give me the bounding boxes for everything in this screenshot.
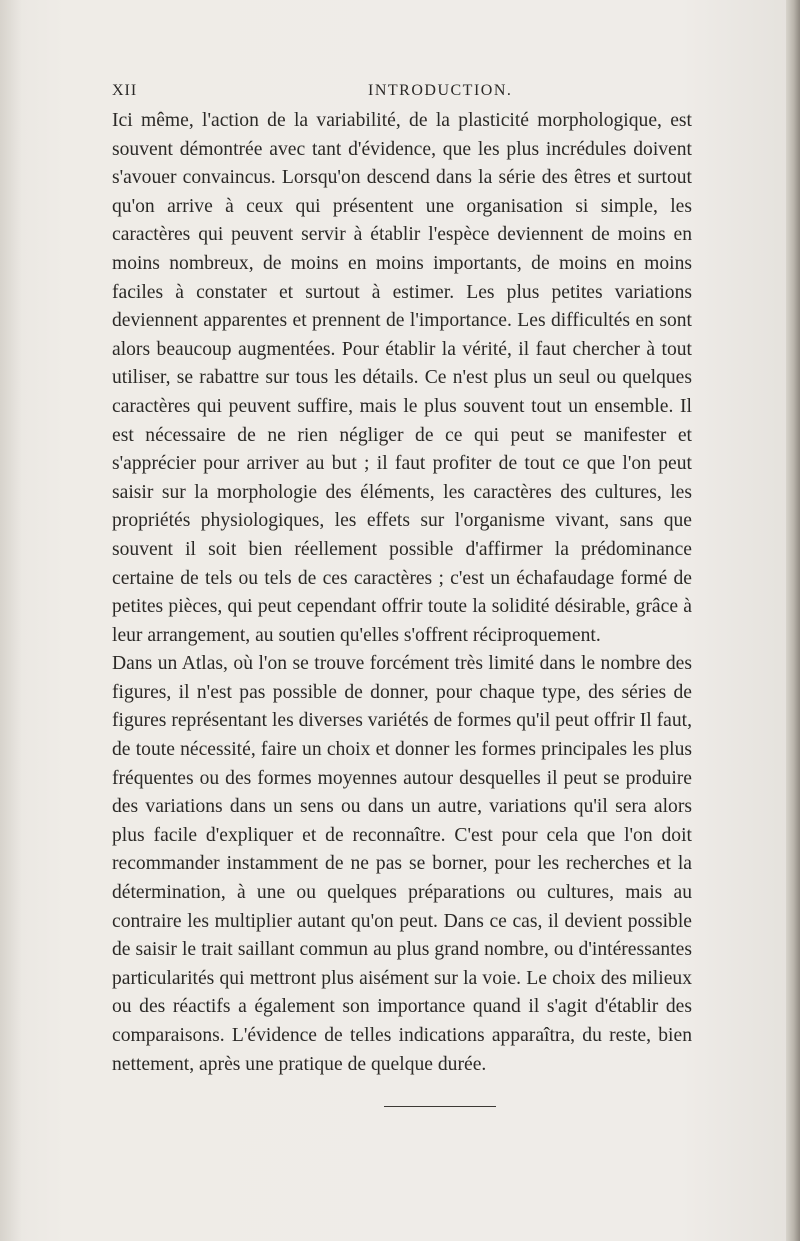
running-title: INTRODUCTION. [368,82,513,99]
running-header [112,82,692,104]
end-rule [384,1106,496,1107]
body-text [112,107,692,1079]
paragraph-1: Ici même, l'action de la variabilité, de la plasticité morphologique, est souvent démontrée avec tant d'évidence, que les plus incrédules doivent s'avouer convaincus. Lorsqu'on descend dans la série des êtres et surtout qu'on arrive à ceux qui présentent une organisation si simple, les caractères qui peuvent servir à établir l'espèce deviennent de moins en moins nombreux, de moins en moins importants, de moins en moins faciles à constater et surtout à estimer. Les plus petites variations deviennent apparentes et prennent de l'importance. Les difficultés en sont alors beaucoup augmentées. Pour établir la vérité, il faut chercher à tout utiliser, se rabattre sur tous les détails. Ce n'est plus un seul ou quelques caractères qui peuvent suffire, mais le plus souvent tout un ensemble. Il est nécessaire de ne rien négliger de ce qui peut se manifester et s'apprécier pour arriver au but ; il faut profiter de tout ce que l'on peut saisir sur la morphologie des éléments, les caractères des cultures, les propriétés physiologiques, les effets sur l'organisme vivant, sans que souvent il soit bien réellement possible d'affirmer la prédominance certaine de tels ou tels de ces caractères ; c'est un échafaudage formé de petites pièces, qui peut cependant offrir toute la solidité désirable, grâce à leur arrangement, au soutien qu'elles s'offrent réciproquement. [112,110,692,646]
page-gutter-shadow [0,0,22,1241]
page-number: XII [112,82,138,99]
page-edge [786,0,800,1241]
paragraph-2: Dans un Atlas, où l'on se trouve forcément très limité dans le nombre des figures, il n'est pas possible de donner, pour chaque type, des séries de figures représentant les diverses variétés de formes qu'il peut offrir Il faut, de toute nécessité, faire un choix et donner les formes principales les plus fréquentes ou des formes moyennes autour desquelles il peut se produire des variations dans un sens ou dans un autre, variations qu'il sera alors plus facile d'expliquer et de reconnaître. C'est pour cela que l'on doit recommander instamment de ne pas se borner, pour les recherches et la détermination, à une ou quelques préparations ou cultures, mais au contraire les multiplier autant qu'on peut. Dans ce cas, il devient possible de saisir le trait saillant commun au plus grand nombre, ou d'intéressantes particularités qui mettront plus aisément sur la voie. Le choix des milieux ou des réactifs a également son importance quand il s'agit d'établir des comparaisons. L'évidence de telles indications apparaîtra, du reste, bien nettement, après une pratique de quelque durée. [112,653,692,1075]
